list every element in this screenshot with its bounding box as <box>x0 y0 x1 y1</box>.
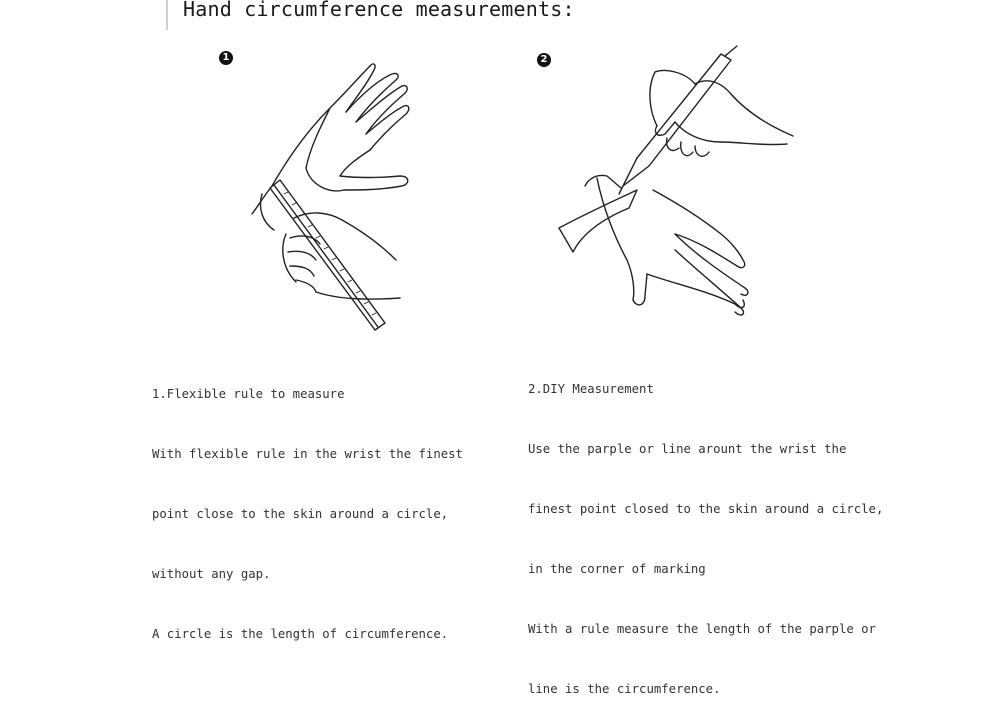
step-1-line: point close to the skin around a circle, <box>152 507 449 521</box>
step-1-badge: 1 <box>219 51 233 65</box>
step-1-line: without any gap. <box>152 567 271 581</box>
step-1-description <box>152 344 463 664</box>
step-2-description <box>528 339 883 719</box>
step-1-heading: 1.Flexible rule to measure <box>152 387 345 401</box>
step-2-line: finest point closed to the skin around a circle, <box>528 502 884 516</box>
step-2-illustration <box>525 38 825 333</box>
hand-marking-paper-strip-icon <box>525 38 825 333</box>
step-2-line: Use the parple or line arount the wrist the <box>528 442 847 456</box>
step-2-line: With a rule measure the length of the parple or <box>528 622 876 636</box>
step-2-heading: 2.DIY Measurement <box>528 382 654 396</box>
step-2-badge: 2 <box>537 53 551 67</box>
step-2-line: line is the circumference. <box>528 682 721 696</box>
step-1-illustration <box>210 38 440 333</box>
step-2-line: in the corner of marking <box>528 562 706 576</box>
step-1-line: With flexible rule in the wrist the finest <box>152 447 463 461</box>
title-divider-bar <box>166 0 168 30</box>
step-1-line: A circle is the length of circumference. <box>152 627 449 641</box>
page-title: Hand circumference measurements: <box>183 0 575 21</box>
hand-with-flexible-tape-icon <box>210 38 440 333</box>
